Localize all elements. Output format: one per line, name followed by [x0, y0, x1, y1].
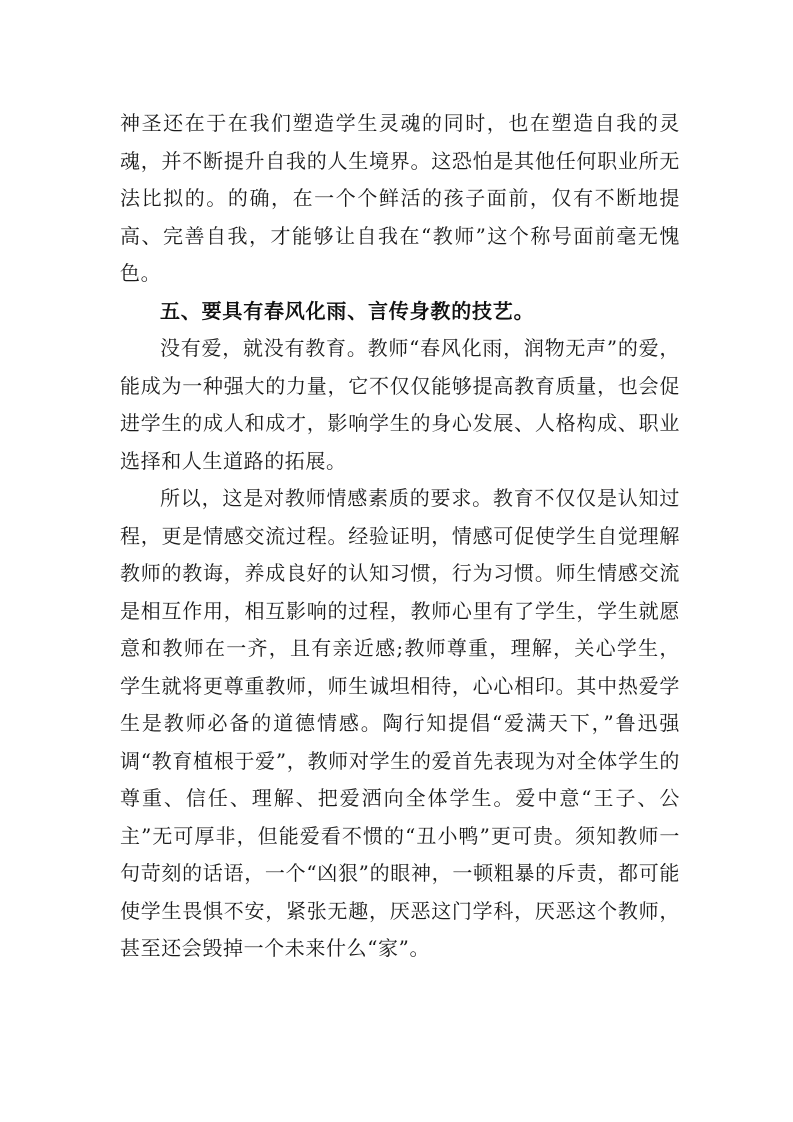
intro-paragraph: 神圣还在于在我们塑造学生灵魂的同时，也在塑造自我的灵魂，并不断提升自我的人生境界。这恐怕是其他任何职业所无法比拟的。的确，在一个个鲜活的孩子面前，仅有不断地提高、完善自我，才能够让自我在“教师”这个称号面前毫无愧色。: [120, 111, 680, 285]
document-body: [120, 105, 680, 968]
love-paragraph: 没有爱，就没有教育。教师“春风化雨，润物无声”的爱，能成为一种强大的力量，它不仅仅能够提高教育质量，也会促进学生的成人和成才，影响学生的身心发展、人格构成、职业选择和人生道路的拓展。: [120, 336, 680, 473]
emotion-paragraph: 所以，这是对教师情感素质的要求。教育不仅仅是认知过程，更是情感交流过程。经验证明，情感可促使学生自觉理解教师的教诲，养成良好的认知习惯，行为习惯。师生情感交流是相互作用，相互影响的过程，教师心里有了学生，学生就愿意和教师在一齐，且有亲近感;教师尊重，理解，关心学生，学生就将更尊重教师，师生诚坦相待，心心相印。其中热爱学生是教师必备的道德情感。陶行知提倡“爱满天下，”鲁迅强调“教育植根于爱”，教师对学生的爱首先表现为对全体学生的尊重、信任、理解、把爱洒向全体学生。爱中意“王子、公主”无可厚非，但能爱看不惯的“丑小鸭”更可贵。须知教师一句苛刻的话语，一个“凶狠”的眼神，一顿粗暴的斥责，都可能使学生畏惧不安，紧张无趣，厌恶这门学科，厌恶这个教师，甚至还会毁掉一个未来什么“家”。: [120, 486, 680, 960]
section-heading-five: 五、要具有春风化雨、言传身教的技艺。: [160, 298, 535, 323]
